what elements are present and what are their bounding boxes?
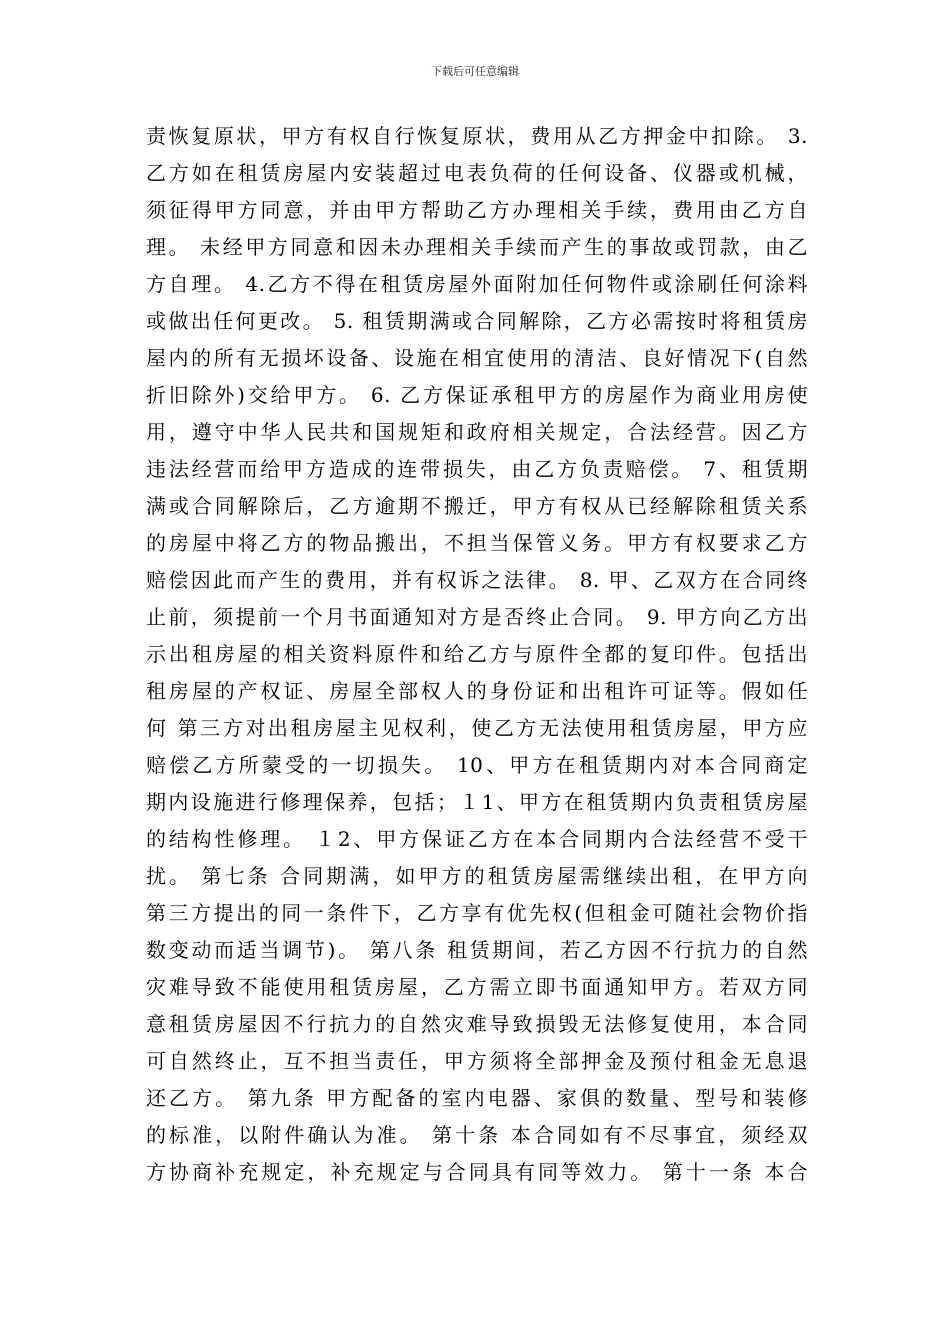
page-header: 下载后可任意编辑 [431, 65, 519, 78]
text-line: 用，遵守中华人民共和国规矩和政府相关规定，合法经营。因乙方 [146, 420, 808, 444]
text-line: 意租赁房屋因不行抗力的自然灾难导致损毁无法修复使用，本合同 [146, 1012, 808, 1036]
text-line: 违法经营而给甲方造成的连带损失，由乙方负责赔偿。 7、租赁期 [146, 457, 808, 481]
text-line: 还乙方。 第九条 甲方配备的室内电器、家俱的数量、型号和装修 [146, 1086, 808, 1110]
text-line: 满或合同解除后，乙方逾期不搬迁，甲方有权从已经解除租赁关系 [146, 494, 808, 518]
text-line: 赔偿因此而产生的费用，并有权诉之法律。 8. 甲、乙双方在合同终 [146, 568, 808, 592]
text-line: 租房屋的产权证、房屋全部权人的身份证和出租许可证等。假如任 [146, 679, 808, 703]
text-line: 期内设施进行修理保养，包括；１1、甲方在租赁期内负责租赁房屋 [146, 790, 808, 814]
text-line: 何 第三方对出租房屋主见权利，使乙方无法使用租赁房屋，甲方应 [146, 716, 808, 740]
text-line: 责恢复原状，甲方有权自行恢复原状，费用从乙方押金中扣除。 3. [146, 124, 808, 148]
text-line: 扰。 第七条 合同期满，如甲方的租赁房屋需继续出租，在甲方向 [146, 864, 808, 888]
text-line: 方协商补充规定，补充规定与合同具有同等效力。 第十一条 本合 [146, 1160, 808, 1184]
text-line: 理。 未经甲方同意和因未办理相关手续而产生的事故或罚款，由乙 [146, 235, 808, 259]
text-line: 乙方如在租赁房屋内安装超过电表负荷的任何设备、仪器或机械， [146, 161, 808, 185]
text-line: 灾难导致不能使用租赁房屋，乙方需立即书面通知甲方。若双方同 [146, 975, 808, 999]
text-line: 第三方提出的同一条件下，乙方享有优先权(但租金可随社会物价指 [146, 901, 808, 925]
text-line: 数变动而适当调节)。 第八条 租赁期间，若乙方因不行抗力的自然 [146, 938, 808, 962]
text-line: 屋内的所有无损坏设备、设施在相宜使用的清洁、良好情况下(自然 [146, 346, 808, 370]
text-line: 赔偿乙方所蒙受的一切损失。 10、甲方在租赁期内对本合同商定 [146, 753, 808, 777]
text-line: 须征得甲方同意，并由甲方帮助乙方办理相关手续，费用由乙方自 [146, 198, 808, 222]
text-line: 的标准，以附件确认为准。 第十条 本合同如有不尽事宜，须经双 [146, 1123, 808, 1147]
document-body [146, 118, 808, 1191]
text-line: 方自理。 4.乙方不得在租赁房屋外面附加任何物件或涂刷任何涂料 [146, 272, 808, 296]
text-line: 的房屋中将乙方的物品搬出，不担当保管义务。甲方有权要求乙方 [146, 531, 808, 555]
text-line: 示出租房屋的相关资料原件和给乙方与原件全都的复印件。包括出 [146, 642, 808, 666]
text-line: 折旧除外)交给甲方。 6. 乙方保证承租甲方的房屋作为商业用房使 [146, 383, 808, 407]
text-line: 可自然终止，互不担当责任，甲方须将全部押金及预付租金无息退 [146, 1049, 808, 1073]
text-line: 止前，须提前一个月书面通知对方是否终止合同。 9. 甲方向乙方出 [146, 605, 808, 629]
text-line: 或做出任何更改。 5. 租赁期满或合同解除，乙方必需按时将租赁房 [146, 309, 808, 333]
text-line: 的结构性修理。 １2、甲方保证乙方在本合同期内合法经营不受干 [146, 827, 808, 851]
